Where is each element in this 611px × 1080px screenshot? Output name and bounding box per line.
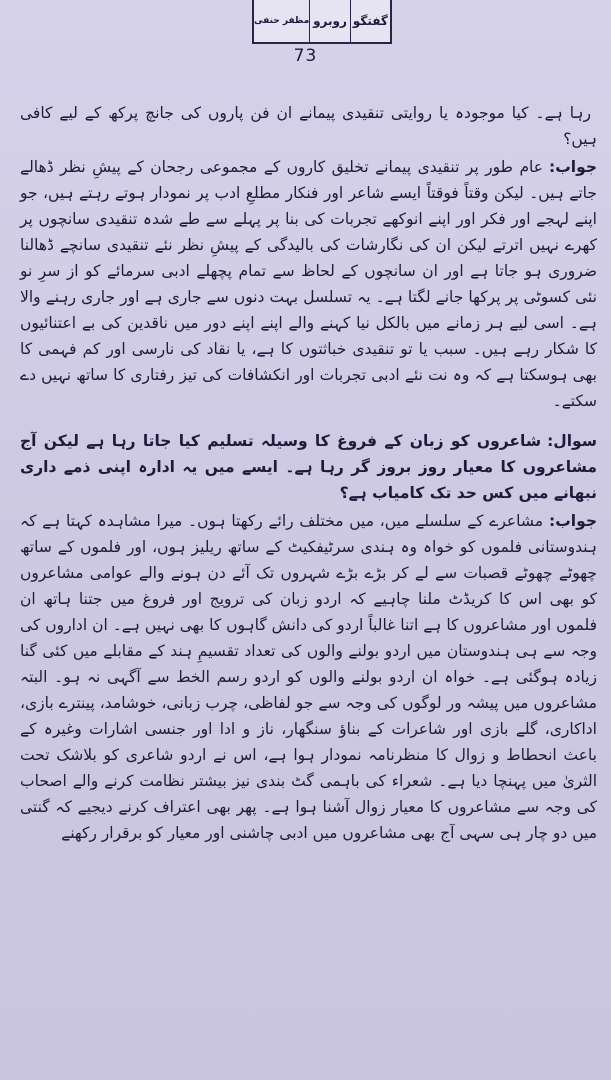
header-section-title: روبرو [309, 0, 349, 42]
answer-text: مشاعرے کے سلسلے میں، میں مختلف رائے رکھتا ہوں۔ میرا مشاہدہ کہتا ہے کہ ہندوستانی فلموں کو خواہ وہ ہندی سرٹیفکیٹ کے ساتھ ریلیز ہوں، اور فلموں کے ساتھ چھوٹے چھوٹے قصبات سے لے کر بڑے بڑے شہروں تک آئے دن ہونے والے عوامی مشاعروں کو بھی اس کا کریڈٹ ملنا چاہیے کہ اردو زبان کی ترویج اور فروغ میں جتنا ہاتھ ان فلموں اور مشاعروں کا ہے اتنا غالباً اردو کی دانش گاہوں کا بھی نہیں ہے۔ ان اداروں کی وجہ سے ہی ہندوستان میں اردو بولنے والوں کی تعداد تقسیمِ ہند کے مقابلے میں کئی گنا زیادہ ہوگئی ہے۔ خواہ ان اردو بولنے والوں کو اردو رسم الخط سے آگہی نہ ہو۔ البتہ مشاعروں میں پیشہ ور لوگوں کی وجہ سے جو لفاظی، چرب زبانی، خوشامد، پینترے بازی، اداکاری، گلے بازی اور شاعرات کے بناؤ سنگھار، ناز و ادا اور جنسی اشارات وغیرہ کے باعث انحطاط و زوال کا منظرنامہ نمودار ہوا ہے، اس نے اردو شاعری کو بلاشک تحت الثریٰ میں پہنچا دیا ہے۔ شعراء کی باہمی گٹ بندی نیز بیشتر نظامت کرنے والے اصحاب کی وجہ سے مشاعروں کا معیار زوال آشنا ہوا ہے۔ پھر بھی اعتراف کرنے دیجیے کہ گنتی میں دو چار ہی سہی آج بھی مشاعروں میں ادبی چاشنی اور معیار کو برقرار رکھنے [20, 512, 597, 842]
paragraph-text: رہا ہے۔ کیا موجودہ یا روایتی تنقیدی پیمانے ان فن پاروں کی جانچ پرکھ کے لیے کافی ہیں؟ [20, 104, 597, 148]
page-number: 73 [293, 46, 318, 66]
header-author-name: مظفر حنفی [253, 16, 310, 26]
spacer [20, 416, 597, 428]
answer-text: عام طور پر تنقیدی پیمانے تخلیق کاروں کے مجموعی رجحان کے پیشِ نظر ڈھالے جاتے ہیں۔ لیکن وقتاً فوقتاً ایسے شاعر اور فنکار مطلعِ ادب پر نمودار ہوتے رہتے ہیں، جو اپنے لہجے اور فکر اور اپنے انوکھے تجربات کی بنا پر پہلے سے طے شدہ تنقیدی سانچوں پر کھرے نہیں اترتے لیکن ان کی نگارشات کی بالیدگی کے پیشِ نظر نئے تنقیدی سانچے ڈھالنا ضروری ہو جاتا ہے اور ان سانچوں کے لحاظ سے تمام پچھلے ادبی سرمائے کو از سرِ نو نئی کسوٹی پر پرکھا جانے لگتا ہے۔ یہ تسلسل بہت دنوں سے جاری ہے اور جاری رہنے والا ہے۔ اسی لیے ہر زمانے میں بالکل نیا کہنے والے اپنے اپنے دور میں ناقدین کی بے اعتنائیوں کا شکار رہے ہیں۔ سبب یا تو تنقیدی خباثتوں کا ہے، یا نقاد کی نارسی اور کم فہمی کا بھی ہوسکتا ہے کہ وہ نت نئے ادبی تجربات اور انکشافات کی تیز رفتاری کا ساتھ نہیں دے سکتے۔ [20, 158, 597, 410]
answer-paragraph [20, 154, 597, 414]
question-label: سوال: [547, 432, 597, 450]
question-text: شاعروں کو زبان کے فروغ کا وسیلہ تسلیم کیا جاتا رہا ہے لیکن آج مشاعروں کا معیار روز بروز گر رہا ہے۔ ایسے میں یہ ادارہ اپنی ذمے داری نبھانے میں کس حد تک کامیاب ہے؟ [20, 432, 597, 502]
answer-paragraph [20, 508, 597, 846]
answer-label: جواب: [549, 158, 597, 176]
page-header [252, 0, 392, 44]
page-body [20, 100, 597, 1060]
answer-label: جواب: [549, 512, 597, 530]
header-series-title: گفتگو [350, 0, 390, 42]
paragraph-continuation [20, 100, 597, 152]
question-paragraph [20, 428, 597, 506]
